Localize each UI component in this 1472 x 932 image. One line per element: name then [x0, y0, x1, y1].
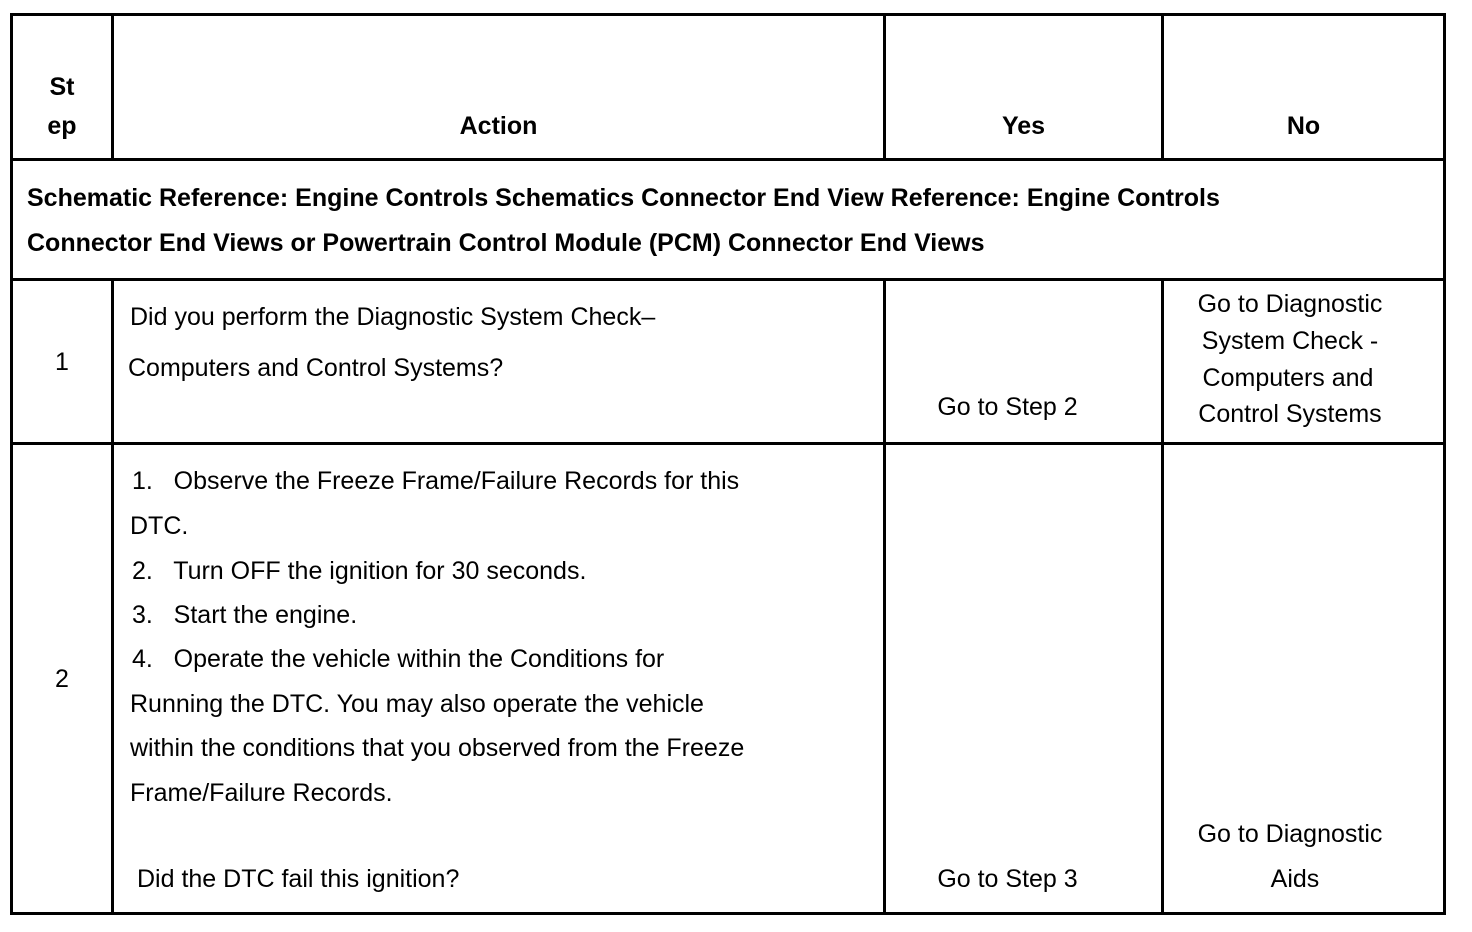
row2-action-line: 4. Operate the vehicle within the Conditions for: [132, 645, 665, 673]
header-no: No: [1286, 112, 1321, 140]
row1-no-line: Go to Diagnostic: [1197, 290, 1383, 318]
row2-step: 2: [55, 665, 69, 693]
row1-yes: Go to Step 2: [937, 393, 1078, 421]
row1-step: 1: [55, 348, 69, 376]
table-border-top: [10, 13, 1446, 16]
table-border-left: [10, 13, 13, 915]
diagnostic-table: [10, 13, 1446, 915]
row2-action-line: Running the DTC. You may also operate the vehicle: [130, 690, 704, 718]
row2-no-line: Aids: [1270, 865, 1320, 893]
row2-question: Did the DTC fail this ignition?: [137, 865, 460, 893]
row2-action-line: 1. Observe the Freeze Frame/Failure Records for this: [132, 467, 740, 495]
row1-no-line: Computers and: [1202, 364, 1374, 392]
header-yes: Yes: [1001, 112, 1046, 140]
row1-action-line: Did you perform the Diagnostic System Check–: [130, 303, 656, 331]
header-divider: [10, 158, 1446, 161]
header-step-line2: ep: [47, 112, 77, 140]
reference-line-1: Schematic Reference: Engine Controls Schematics Connector End View Reference: Engine Controls: [27, 184, 1220, 212]
table-border-bottom: [10, 912, 1446, 915]
row2-action-line: 2. Turn OFF the ignition for 30 seconds.: [132, 557, 587, 585]
row2-action-line: DTC.: [130, 512, 189, 540]
table-border-right: [1443, 13, 1446, 915]
row-divider: [10, 442, 1446, 445]
step-column-divider: [111, 278, 114, 915]
reference-divider: [10, 278, 1446, 281]
row2-action-line: Frame/Failure Records.: [130, 779, 393, 807]
row2-action-line: within the conditions that you observed from the Freeze: [130, 734, 745, 762]
action-column-divider: [883, 278, 886, 915]
row1-no-line: System Check -: [1201, 327, 1379, 355]
row1-no-line: Control Systems: [1198, 400, 1382, 428]
header-action: Action: [459, 112, 538, 140]
row1-action-line: Computers and Control Systems?: [128, 354, 504, 382]
row2-action-line: 3. Start the engine.: [132, 601, 358, 629]
row2-yes: Go to Step 3: [937, 865, 1078, 893]
reference-line-2: Connector End Views or Powertrain Control Module (PCM) Connector End Views: [27, 229, 985, 257]
header-step-line1: St: [49, 73, 75, 101]
row2-no-line: Go to Diagnostic: [1197, 820, 1383, 848]
